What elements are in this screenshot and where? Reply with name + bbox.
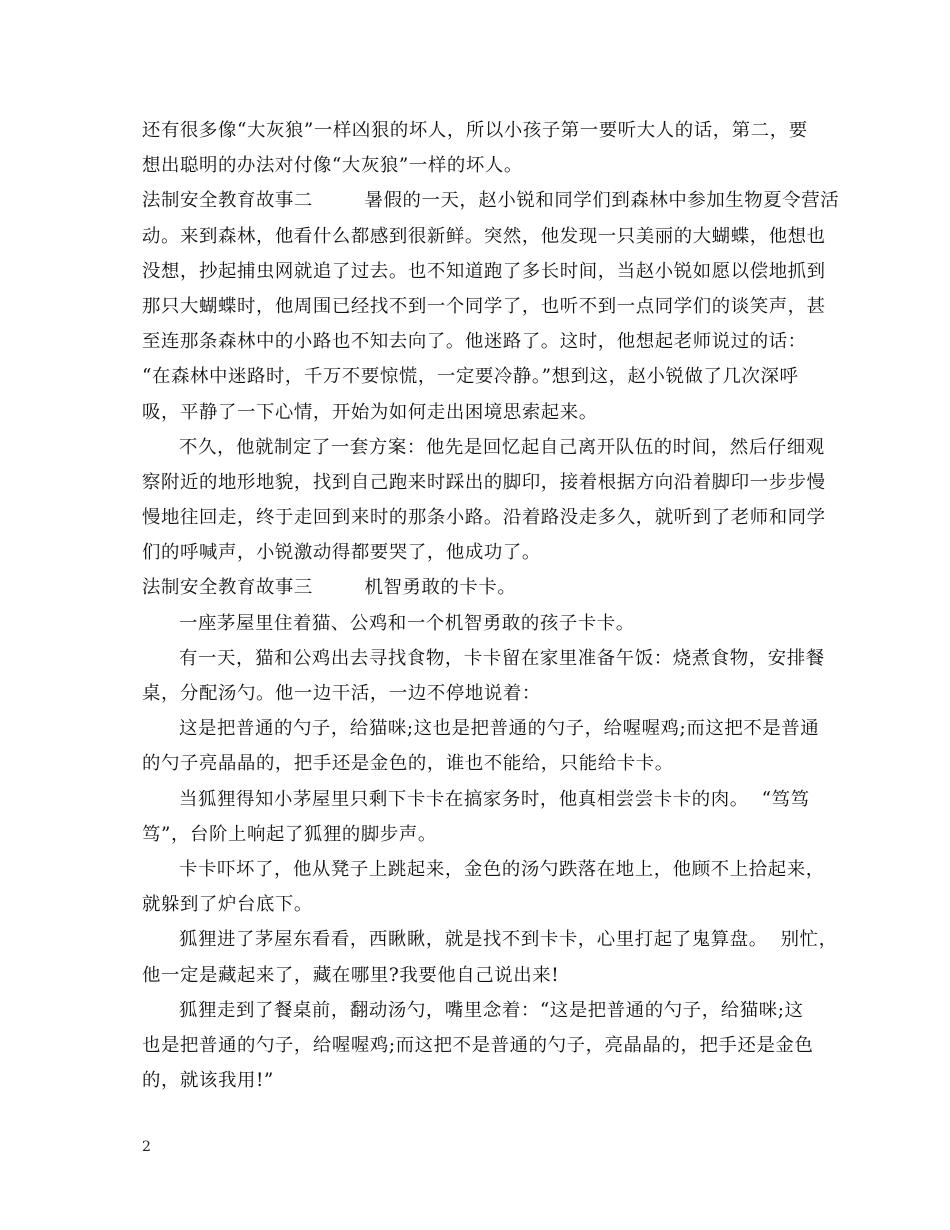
text-line: 至连那条森林中的小路也不知去向了。他迷路了。这时，他想起老师说过的话： — [142, 331, 807, 353]
document-body — [142, 113, 840, 1098]
text-line: 想出聪明的办法对付像“大灰狼”一样的坏人。 — [142, 155, 523, 177]
text-line: 卡卡吓坏了，他从凳子上跳起来，金色的汤勺跌落在地上，他顾不上拾起来， — [179, 858, 825, 880]
text-line: 慢地往回走，终于走回到来时的那条小路。沿着路没走多久，就听到了老师和同学 — [142, 507, 826, 529]
page-number: 2 — [142, 1139, 151, 1155]
text-line: 动。来到森林，他看什么都感到很新鲜。突然，他发现一只美丽的大蝴蝶，他想也 — [142, 225, 826, 247]
text-line: 当狐狸得知小茅屋里只剩下卡卡在搞家务时，他真相尝尝卡卡的肉。 “笃笃 — [179, 788, 810, 810]
text-line: 也是把普通的勺子，给喔喔鸡;而这把不是普通的勺子，亮晶晶的，把手还是金色 — [142, 1034, 814, 1056]
text-line: 吸，平静了一下心情，开始为如何走出困境思索起来。 — [142, 401, 598, 423]
text-line: 桌，分配汤勺。他一边干活，一边不停地说着： — [142, 683, 541, 704]
text-line: 们的呼喊声，小锐激动得都要哭了，他成功了。 — [142, 542, 541, 564]
text-line: 这是把普通的勺子，给猫咪;这也是把普通的勺子，给喔喔鸡;而这把不是普通 — [179, 718, 820, 740]
text-line: 狐狸进了茅屋东看看，西瞅瞅，就是找不到卡卡，心里打起了鬼算盘。 别忙， — [179, 929, 838, 951]
text-line: 察附近的地形地貌，找到自己跑来时踩出的脚印，接着根据方向沿着脚印一步步慢 — [142, 471, 826, 493]
section-heading-line: 法制安全教育故事二 暑假的一天，赵小锐和同学们到森林中参加生物夏令营活 — [142, 190, 840, 212]
text-line: 有一天，猫和公鸡出去寻找食物，卡卡留在家里准备午饭：烧煮食物，安排餐 — [179, 647, 825, 669]
text-line: 他一定是藏起来了，藏在哪里?我要他自己说出来! — [142, 964, 560, 986]
text-line: 那只大蝴蝶时，他周围已经找不到一个同学了，也听不到一点同学们的谈笑声，甚 — [142, 295, 826, 317]
text-line: 没想，抄起捕虫网就追了过去。也不知道跑了多长时间，当赵小锐如愿以偿地抓到 — [142, 260, 826, 282]
text-line: 就躲到了炉台底下。 — [142, 894, 313, 916]
text-line: 的，就该我用!” — [142, 1070, 274, 1092]
text-line: 还有很多像“大灰狼”一样凶狠的坏人，所以小孩子第一要听大人的话，第二，要 — [142, 120, 808, 141]
section-heading-line: 法制安全教育故事三 机智勇敢的卡卡。 — [142, 577, 517, 599]
text-line: 不久，他就制定了一套方案：他先是回忆起自己离开队伍的时间，然后仔细观 — [179, 436, 825, 458]
text-line: 一座茅屋里住着猫、公鸡和一个机智勇敢的孩子卡卡。 — [179, 612, 635, 634]
text-line: “在森林中迷路时，千万不要惊慌，一定要冷静。”想到这，赵小锐做了几次深呼 — [142, 366, 799, 388]
text-line: 的勺子亮晶晶的，把手还是金色的，谁也不能给，只能给卡卡。 — [142, 753, 674, 775]
text-line: 狐狸走到了餐桌前，翻动汤勺，嘴里念着：“这是把普通的勺子，给猫咪;这 — [179, 999, 804, 1021]
text-line: 笃”，台阶上响起了狐狸的脚步声。 — [142, 823, 437, 845]
